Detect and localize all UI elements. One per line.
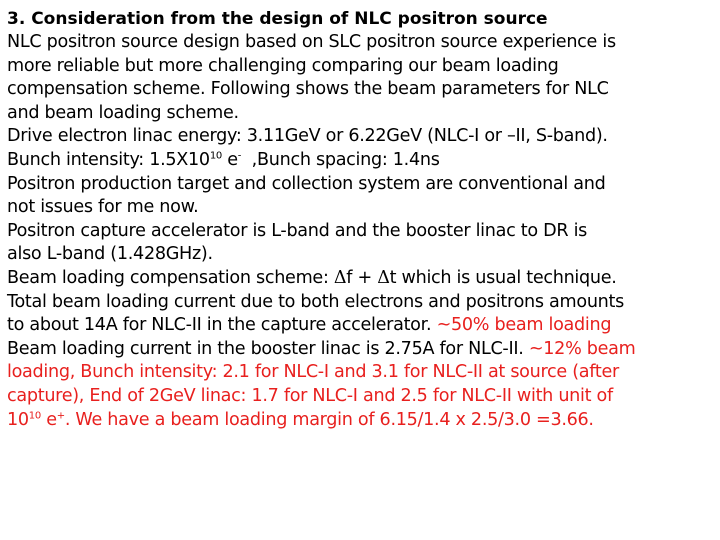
- body-line-7: [7, 173, 717, 197]
- slide-content: [7, 8, 717, 432]
- text-run: Positron capture accelerator is L-band and the booster linac to DR is: [7, 220, 588, 241]
- text-run: ,Bunch spacing: 1.4ns: [241, 149, 440, 170]
- highlight-text: . We have a beam loading margin of 6.15/1.4 x 2.5/3.0 =3.66.: [64, 409, 594, 430]
- text-run: more reliable but more challenging comparing our beam loading: [7, 55, 559, 76]
- body-line-14: [7, 338, 717, 362]
- text-run: t which is usual technique.: [389, 267, 617, 288]
- body-line-17: [7, 409, 717, 433]
- slide-title: 3. Consideration from the design of NLC positron source: [7, 9, 548, 29]
- superscript: 10: [28, 410, 41, 421]
- delta-symbol: Δ: [333, 267, 347, 288]
- body-line-13: [7, 314, 717, 338]
- text-run: Total beam loading current due to both electrons and positrons amounts: [7, 291, 624, 312]
- body-line-11: [7, 267, 717, 291]
- body-line-9: [7, 220, 717, 244]
- text-run: also L-band (1.428GHz).: [7, 244, 213, 265]
- text-run: NLC positron source design based on SLC positron source experience is: [7, 32, 616, 52]
- highlight-text: e: [40, 409, 57, 430]
- delta-symbol: Δ: [377, 267, 390, 288]
- text-run: not issues for me now.: [7, 197, 199, 218]
- highlight-text: capture), End of 2GeV linac: 1.7 for NLC-I and 2.5 for NLC-II with unit of: [7, 385, 613, 406]
- body-line-2: [7, 55, 717, 79]
- body-line-12: [7, 291, 717, 315]
- body-line-1: [7, 31, 717, 55]
- superscript: 10: [209, 150, 222, 162]
- highlight-text: loading, Bunch intensity: 2.1 for NLC-I and 3.1 for NLC-II at source (after: [7, 362, 619, 383]
- body-line-5: [7, 125, 717, 149]
- superscript: -: [237, 150, 242, 162]
- text-run: Beam loading compensation scheme:: [7, 267, 334, 288]
- text-run: Positron production target and collection system are conventional and: [7, 173, 606, 194]
- body-line-6: [7, 149, 717, 173]
- highlight-text: ~12% beam: [528, 338, 636, 359]
- text-run: f +: [346, 267, 378, 288]
- text-run: Bunch intensity: 1.5X10: [7, 149, 210, 170]
- highlight-text: 10: [7, 409, 29, 430]
- text-run: and beam loading scheme.: [7, 102, 239, 123]
- body-line-16: [7, 385, 717, 409]
- text-run: to about 14A for NLC-II in the capture accelerator.: [7, 315, 437, 336]
- body-line-8: [7, 196, 717, 220]
- superscript: +: [56, 410, 65, 421]
- text-run: e: [221, 149, 238, 170]
- body-line-3: [7, 78, 717, 102]
- text-run: Beam loading current in the booster linac is 2.75A for NLC-II.: [7, 338, 529, 359]
- body-line-15: [7, 361, 717, 385]
- text-run: Drive electron linac energy: 3.11GeV or 6.22GeV (NLC-I or –II, S-band).: [7, 126, 608, 147]
- text-run: compensation scheme. Following shows the beam parameters for NLC: [7, 79, 609, 100]
- body-line-10: [7, 243, 717, 267]
- highlight-text: ~50% beam loading: [436, 315, 612, 336]
- body-line-4: [7, 102, 717, 126]
